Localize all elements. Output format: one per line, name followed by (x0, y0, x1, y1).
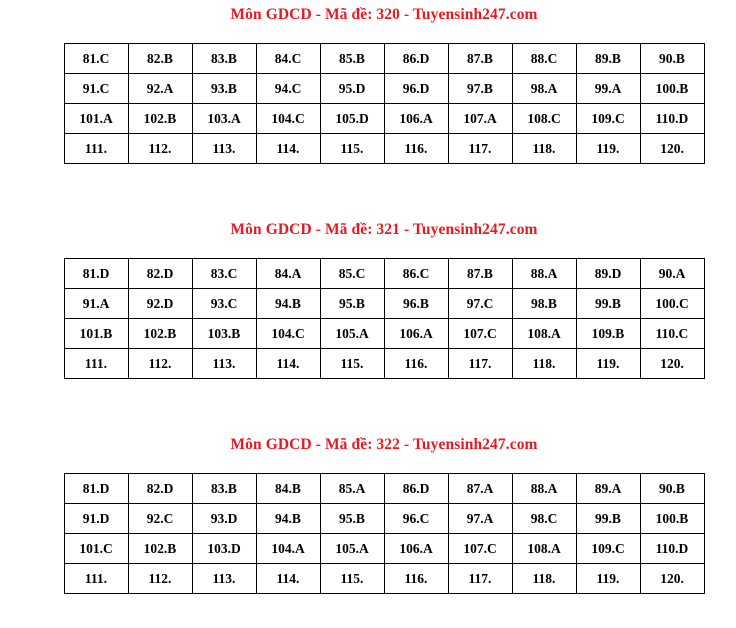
answer-cell: 106.A (384, 534, 448, 564)
answer-cell: 82.D (128, 259, 192, 289)
answer-cell: 114. (256, 349, 320, 379)
answer-cell: 85.B (320, 44, 384, 74)
answer-cell: 114. (256, 134, 320, 164)
answer-cell: 91.C (64, 74, 128, 104)
answer-cell: 120. (640, 564, 704, 594)
answer-cell: 100.B (640, 504, 704, 534)
answer-cell: 90.B (640, 44, 704, 74)
table-row (64, 104, 704, 134)
answer-cell: 84.A (256, 259, 320, 289)
answer-cell: 108.A (512, 534, 576, 564)
answer-cell: 93.D (192, 504, 256, 534)
answer-cell: 86.D (384, 44, 448, 74)
answer-cell: 90.B (640, 474, 704, 504)
answer-cell: 95.D (320, 74, 384, 104)
answer-cell: 107.C (448, 534, 512, 564)
answer-cell: 118. (512, 134, 576, 164)
answer-cell: 93.B (192, 74, 256, 104)
answer-cell: 120. (640, 134, 704, 164)
table-row (64, 134, 704, 164)
answer-cell: 84.B (256, 474, 320, 504)
answer-cell: 119. (576, 134, 640, 164)
table-row (64, 319, 704, 349)
answer-cell: 108.C (512, 104, 576, 134)
table-row (64, 289, 704, 319)
answer-cell: 95.B (320, 289, 384, 319)
answer-cell: 83.B (192, 44, 256, 74)
answer-cell: 116. (384, 349, 448, 379)
answer-cell: 114. (256, 564, 320, 594)
table-row (64, 564, 704, 594)
answer-table-321 (64, 258, 705, 379)
answer-cell: 81.C (64, 44, 128, 74)
answer-cell: 105.A (320, 319, 384, 349)
answer-cell: 112. (128, 349, 192, 379)
answer-cell: 106.A (384, 319, 448, 349)
answer-cell: 107.A (448, 104, 512, 134)
answer-cell: 110.D (640, 534, 704, 564)
answer-cell: 96.B (384, 289, 448, 319)
answer-cell: 111. (64, 134, 128, 164)
answer-cell: 119. (576, 349, 640, 379)
answer-cell: 105.A (320, 534, 384, 564)
answer-cell: 87.B (448, 44, 512, 74)
answer-cell: 104.C (256, 104, 320, 134)
answer-cell: 88.C (512, 44, 576, 74)
section-title-320: Môn GDCD - Mã đề: 320 - Tuyensinh247.com (230, 6, 538, 23)
answer-cell: 97.B (448, 74, 512, 104)
answer-cell: 100.C (640, 289, 704, 319)
answer-cell: 92.C (128, 504, 192, 534)
answer-section-320 (32, 6, 736, 164)
answer-cell: 115. (320, 349, 384, 379)
answer-cell: 93.C (192, 289, 256, 319)
answer-cell: 89.D (576, 259, 640, 289)
answer-cell: 112. (128, 134, 192, 164)
answer-cell: 87.B (448, 259, 512, 289)
answer-cell: 98.A (512, 74, 576, 104)
answer-cell: 83.B (192, 474, 256, 504)
answer-cell: 81.D (64, 474, 128, 504)
answer-cell: 110.D (640, 104, 704, 134)
answer-cell: 120. (640, 349, 704, 379)
answer-cell: 99.B (576, 504, 640, 534)
answer-cell: 117. (448, 564, 512, 594)
answer-cell: 95.B (320, 504, 384, 534)
answer-cell: 116. (384, 564, 448, 594)
answer-cell: 97.C (448, 289, 512, 319)
answer-cell: 99.B (576, 289, 640, 319)
answer-cell: 94.C (256, 74, 320, 104)
answer-cell: 115. (320, 134, 384, 164)
answer-cell: 110.C (640, 319, 704, 349)
answer-cell: 101.C (64, 534, 128, 564)
section-title-321: Môn GDCD - Mã đề: 321 - Tuyensinh247.com (230, 221, 538, 238)
answer-cell: 89.A (576, 474, 640, 504)
answer-cell: 91.A (64, 289, 128, 319)
table-row (64, 534, 704, 564)
answer-cell: 103.B (192, 319, 256, 349)
answer-cell: 81.D (64, 259, 128, 289)
answer-cell: 91.D (64, 504, 128, 534)
answer-cell: 106.A (384, 104, 448, 134)
answer-cell: 87.A (448, 474, 512, 504)
table-row (64, 504, 704, 534)
answer-cell: 82.B (128, 44, 192, 74)
answer-cell: 89.B (576, 44, 640, 74)
answer-cell: 96.D (384, 74, 448, 104)
answer-section-321 (32, 221, 736, 379)
answer-cell: 100.B (640, 74, 704, 104)
table-row (64, 74, 704, 104)
answer-cell: 86.C (384, 259, 448, 289)
answer-key-page (32, 0, 736, 594)
answer-table-320 (64, 43, 705, 164)
answer-cell: 101.B (64, 319, 128, 349)
answer-cell: 105.D (320, 104, 384, 134)
answer-cell: 101.A (64, 104, 128, 134)
answer-cell: 111. (64, 564, 128, 594)
answer-cell: 102.B (128, 104, 192, 134)
answer-cell: 94.B (256, 289, 320, 319)
answer-cell: 113. (192, 134, 256, 164)
answer-table-322 (64, 473, 705, 594)
answer-cell: 109.C (576, 104, 640, 134)
answer-cell: 98.C (512, 504, 576, 534)
answer-cell: 103.D (192, 534, 256, 564)
answer-cell: 112. (128, 564, 192, 594)
answer-cell: 84.C (256, 44, 320, 74)
answer-cell: 103.A (192, 104, 256, 134)
answer-cell: 86.D (384, 474, 448, 504)
answer-cell: 111. (64, 349, 128, 379)
answer-cell: 113. (192, 349, 256, 379)
section-title-322: Môn GDCD - Mã đề: 322 - Tuyensinh247.com (230, 436, 538, 453)
answer-cell: 82.D (128, 474, 192, 504)
answer-cell: 97.A (448, 504, 512, 534)
answer-section-322 (32, 436, 736, 594)
answer-cell: 107.C (448, 319, 512, 349)
table-row (64, 474, 704, 504)
table-row (64, 44, 704, 74)
answer-cell: 90.A (640, 259, 704, 289)
answer-cell: 102.B (128, 319, 192, 349)
answer-cell: 118. (512, 349, 576, 379)
table-row (64, 259, 704, 289)
answer-cell: 83.C (192, 259, 256, 289)
answer-cell: 113. (192, 564, 256, 594)
answer-cell: 116. (384, 134, 448, 164)
answer-cell: 85.C (320, 259, 384, 289)
answer-cell: 108.A (512, 319, 576, 349)
answer-cell: 117. (448, 134, 512, 164)
answer-cell: 104.C (256, 319, 320, 349)
answer-cell: 88.A (512, 474, 576, 504)
answer-cell: 102.B (128, 534, 192, 564)
answer-cell: 118. (512, 564, 576, 594)
answer-cell: 88.A (512, 259, 576, 289)
answer-cell: 117. (448, 349, 512, 379)
answer-cell: 115. (320, 564, 384, 594)
answer-cell: 92.A (128, 74, 192, 104)
answer-cell: 99.A (576, 74, 640, 104)
answer-cell: 85.A (320, 474, 384, 504)
answer-cell: 119. (576, 564, 640, 594)
answer-cell: 109.B (576, 319, 640, 349)
answer-cell: 92.D (128, 289, 192, 319)
answer-cell: 109.C (576, 534, 640, 564)
table-row (64, 349, 704, 379)
answer-cell: 96.C (384, 504, 448, 534)
answer-cell: 94.B (256, 504, 320, 534)
answer-cell: 104.A (256, 534, 320, 564)
answer-cell: 98.B (512, 289, 576, 319)
